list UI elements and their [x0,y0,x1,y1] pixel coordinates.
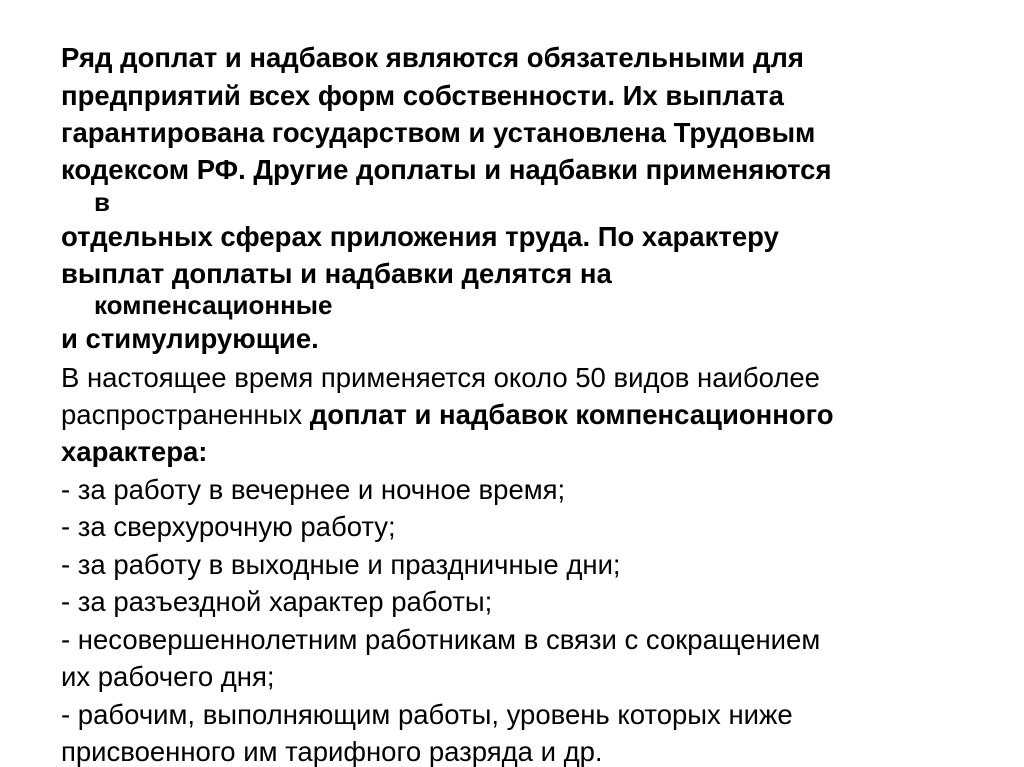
list-item-travelling-work: - за разъездной характер работы; [61,586,493,617]
intro-line-5: отдельных сферах приложения труда. По характеру [61,221,779,252]
list-item-lower-grade-line-1: - рабочим, выполняющим работы, уровень которых ниже [61,699,793,730]
list-item-minors-line-1: - несовершеннолетним работникам в связи с сокращением [61,624,821,655]
lead-line-2-bold: доплат и надбавок компенсационного [309,399,834,430]
intro-line-4-wrap: в [94,187,110,217]
list-item-evening-night: - за работу в вечернее и ночное время; [61,474,566,505]
list-item-minors-line-2: их рабочего дня; [61,661,275,692]
intro-line-6: выплат доплаты и надбавки делятся на [61,258,612,289]
intro-line-4: кодексом РФ. Другие доплаты и надбавки применяются [61,154,832,185]
lead-line-3: характера: [61,436,208,467]
intro-line-2: предприятий всех форм собственности. Их выплата [61,80,784,111]
intro-line-1: Ряд доплат и надбавок являются обязательными для [61,42,804,73]
list-item-weekends-holidays: - за работу в выходные и праздничные дни; [61,549,621,580]
lead-line-1: В настоящее время применяется около 50 видов наиболее [61,362,820,393]
list-item-overtime: - за сверхурочную работу; [61,511,396,542]
intro-line-7: и стимулирующие. [61,323,319,354]
intro-line-6-wrap: компенсационные [94,290,333,320]
intro-line-3: гарантирована государством и установлена Трудовым [61,117,816,148]
list-item-lower-grade-line-2: присвоенного им тарифного разряда и др. [61,736,603,767]
lead-line-2 [61,399,834,431]
lead-line-2-normal: распространенных [61,399,310,430]
